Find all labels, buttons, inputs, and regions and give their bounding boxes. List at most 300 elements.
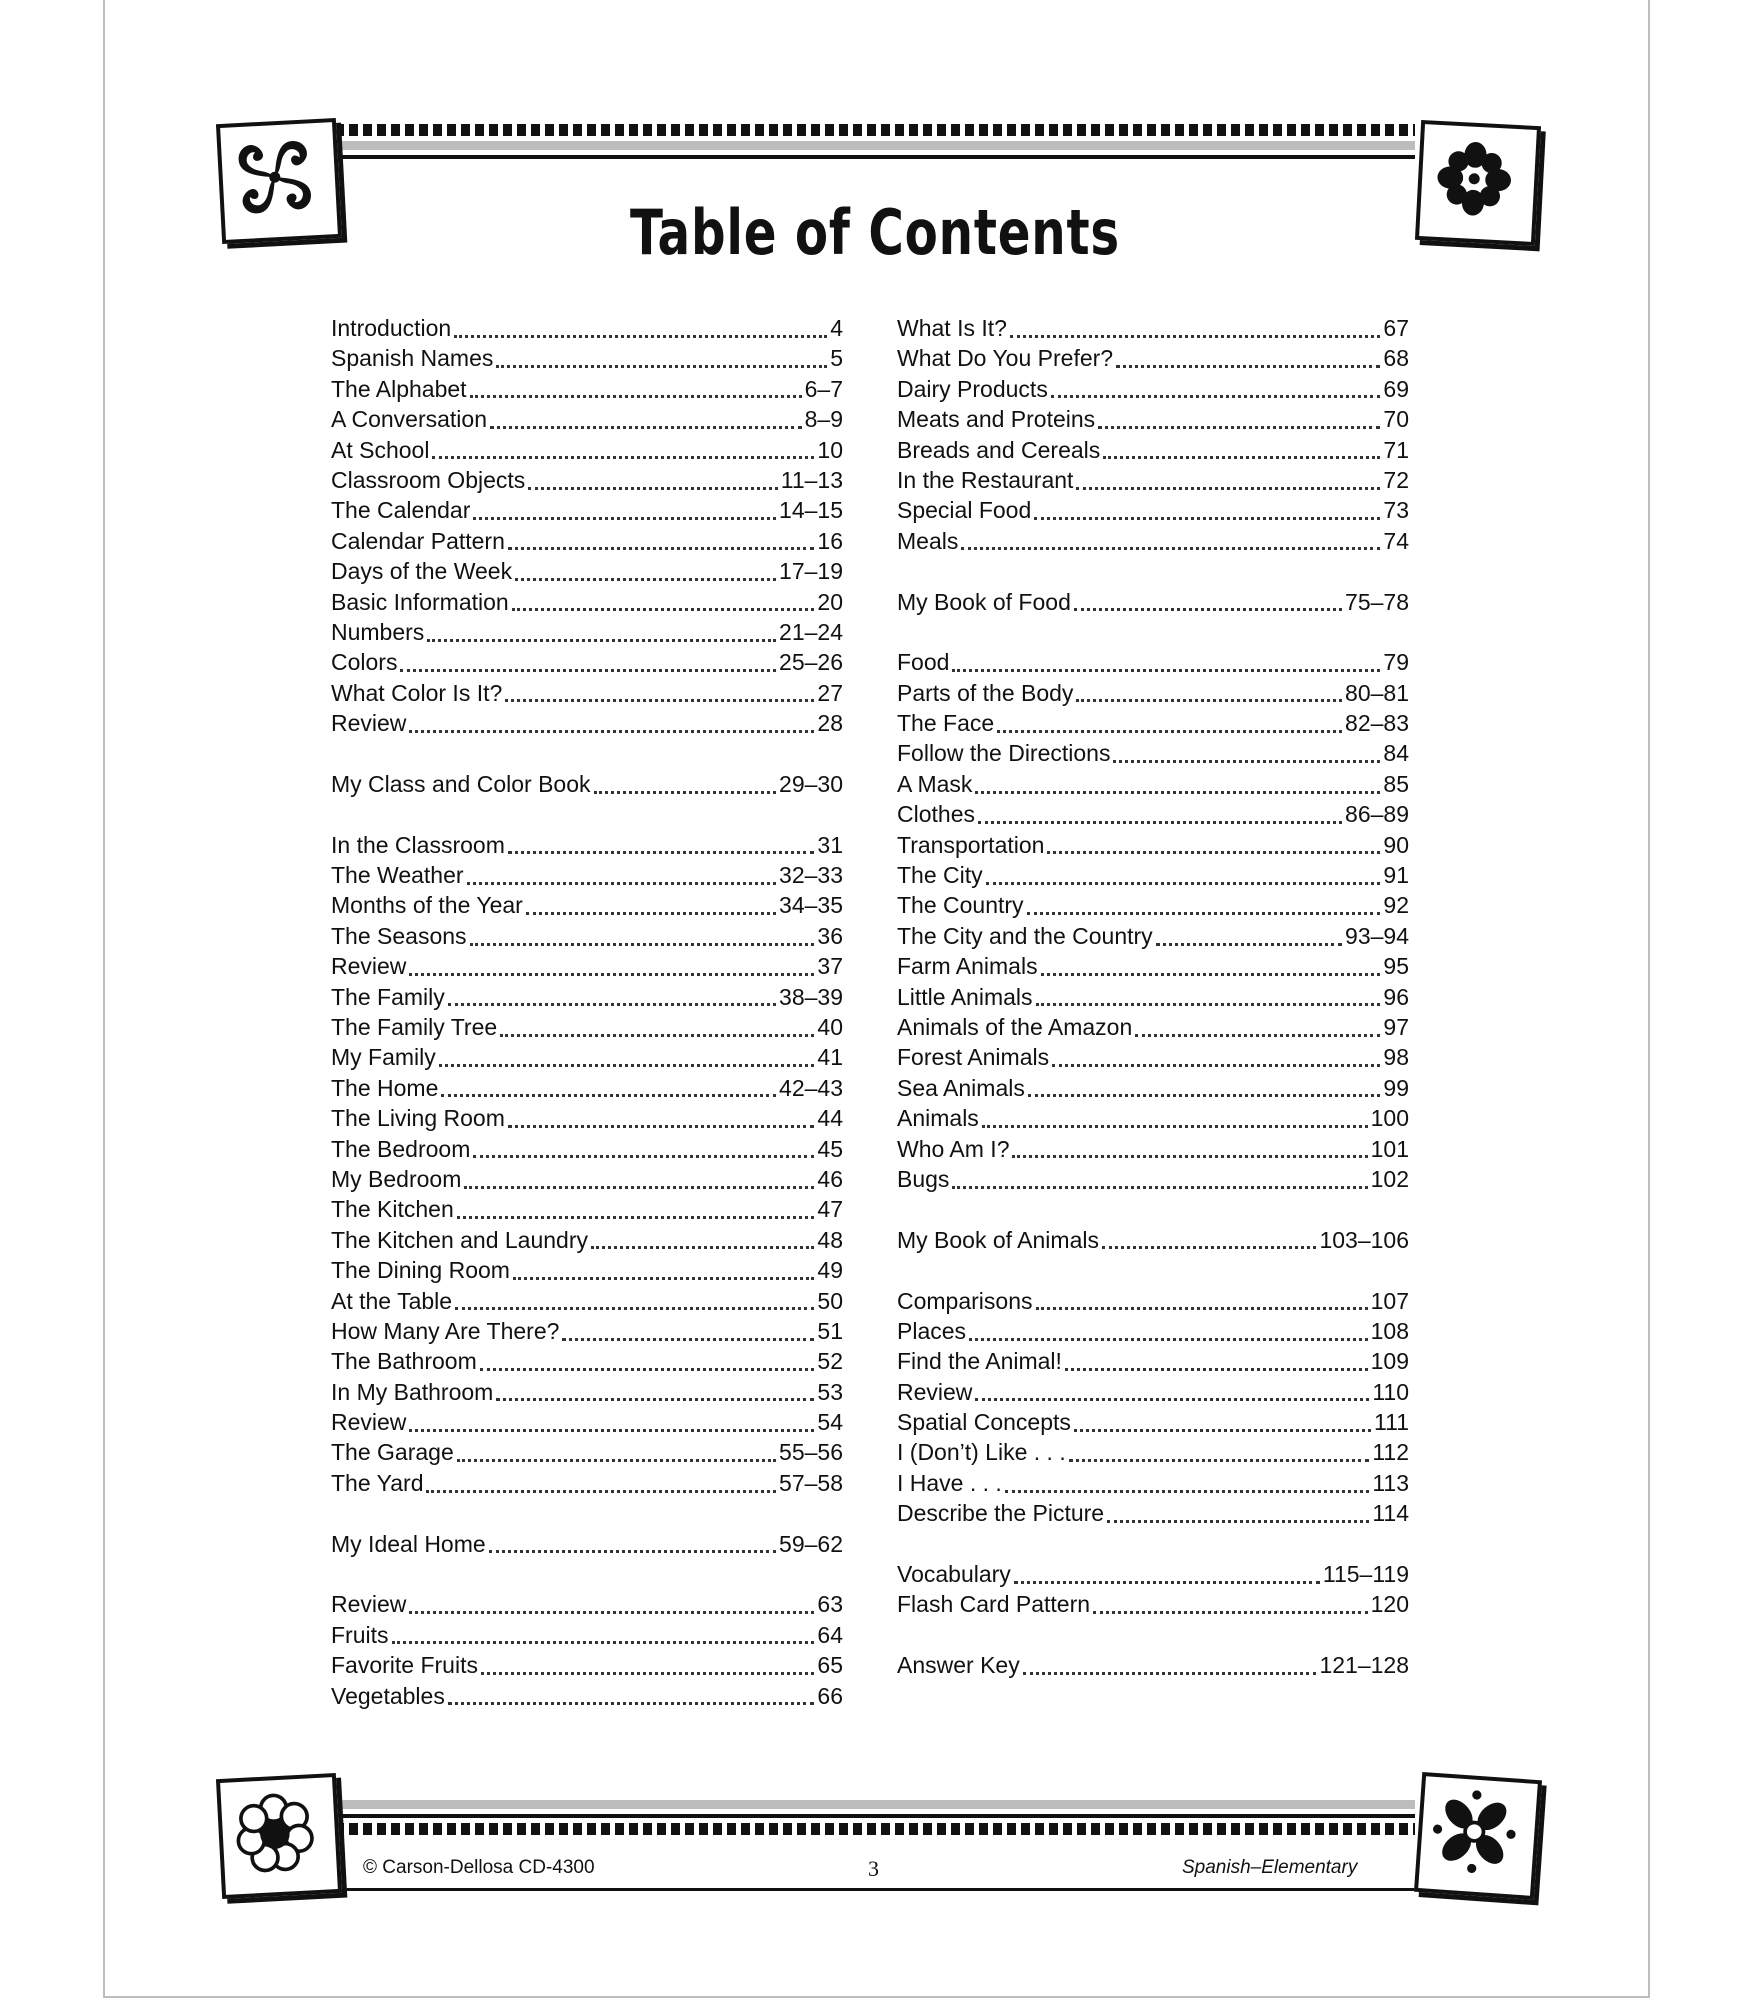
toc-entry-page: 114 xyxy=(1372,1500,1409,1527)
toc-entry-page: 14–15 xyxy=(779,497,843,524)
toc-leader-dots xyxy=(1051,395,1381,398)
toc-entry-page: 5 xyxy=(830,345,843,372)
toc-entry-page: 113 xyxy=(1372,1469,1409,1496)
toc-leader-dots xyxy=(508,851,815,854)
toc-leader-dots xyxy=(969,1338,1368,1341)
toc-entry-page: 32–33 xyxy=(779,862,843,889)
toc-entry-page: 52 xyxy=(817,1348,843,1375)
toc-entry-title: The Kitchen and Laundry xyxy=(331,1226,589,1253)
toc-spacer xyxy=(331,799,843,829)
toc-entry-page: 99 xyxy=(1383,1074,1409,1101)
toc-entry xyxy=(897,587,1409,617)
toc-entry xyxy=(331,1073,843,1103)
toc-entry xyxy=(897,678,1409,708)
toc-entry-page: 4 xyxy=(830,315,843,341)
toc-entry-page: 73 xyxy=(1383,497,1409,524)
toc-entry xyxy=(331,1407,843,1437)
toc-entry xyxy=(897,313,1409,343)
page-number: 3 xyxy=(868,1856,879,1881)
toc-entry xyxy=(897,982,1409,1012)
toc-leader-dots xyxy=(975,1398,1369,1401)
toc-entry xyxy=(331,769,843,799)
toc-entry-title: Food xyxy=(897,649,950,676)
toc-leader-dots xyxy=(1074,1429,1371,1432)
toc-entry-title: Sea Animals xyxy=(897,1074,1025,1101)
toc-entry xyxy=(897,465,1409,495)
toc-entry xyxy=(331,1286,843,1316)
toc-entry-page: 65 xyxy=(817,1652,843,1679)
toc-leader-dots xyxy=(505,699,814,702)
toc-entry-title: At School xyxy=(331,436,430,463)
toc-leader-dots xyxy=(1005,1490,1370,1493)
toc-entry xyxy=(897,1103,1409,1133)
toc-spacer xyxy=(897,617,1409,647)
toc-entry-title: Review xyxy=(331,953,407,980)
toc-leader-dots xyxy=(490,426,802,429)
toc-entry-title: Days of the Week xyxy=(331,558,513,585)
toc-entry-title: The Dining Room xyxy=(331,1257,510,1284)
toc-entry-title: The Family xyxy=(331,983,445,1010)
toc-leader-dots xyxy=(1098,426,1380,429)
toc-entry xyxy=(331,830,843,860)
toc-entry-page: 75–78 xyxy=(1345,588,1409,615)
bottom-left-tile xyxy=(216,1773,342,1899)
toc-entry xyxy=(897,738,1409,768)
toc-entry xyxy=(331,1103,843,1133)
toc-entry-page: 17–19 xyxy=(779,558,843,585)
toc-entry xyxy=(897,769,1409,799)
toc-entry-page: 47 xyxy=(817,1196,843,1223)
toc-entry-page: 46 xyxy=(817,1165,843,1192)
toc-entry-title: The Seasons xyxy=(331,922,467,949)
toc-leader-dots xyxy=(454,335,827,338)
toc-leader-dots xyxy=(512,608,815,611)
toc-entry xyxy=(331,1194,843,1224)
toc-entry xyxy=(897,830,1409,860)
toc-leader-dots xyxy=(432,456,814,459)
series-label: Spanish–Elementary xyxy=(1182,1857,1358,1878)
toc-entry-page: 67 xyxy=(1383,315,1409,341)
toc-entry-page: 11–13 xyxy=(780,466,843,493)
toc-entry-page: 41 xyxy=(817,1044,843,1071)
toc-entry-title: Animals xyxy=(897,1105,979,1132)
toc-entry-title: Colors xyxy=(331,649,398,676)
toc-entry-page: 110 xyxy=(1372,1378,1409,1405)
toc-entry-page: 29–30 xyxy=(779,770,843,797)
toc-entry-title: The Living Room xyxy=(331,1105,505,1132)
toc-leader-dots xyxy=(1028,1094,1381,1097)
toc-leader-dots xyxy=(496,1398,814,1401)
toc-leader-dots xyxy=(481,1672,814,1675)
toc-entry-page: 98 xyxy=(1383,1044,1409,1071)
toc-entry-page: 103–106 xyxy=(1319,1226,1409,1253)
toc-spacer xyxy=(331,738,843,768)
toc-leader-dots xyxy=(1023,1672,1317,1675)
top-border-strip xyxy=(335,124,1415,159)
toc-entry xyxy=(897,1042,1409,1072)
toc-entry xyxy=(897,526,1409,556)
toc-leader-dots xyxy=(426,1490,776,1493)
toc-spacer xyxy=(897,1194,1409,1224)
toc-entry-title: Introduction xyxy=(331,315,452,341)
toc-leader-dots xyxy=(500,1034,814,1037)
toc-entry-page: 102 xyxy=(1370,1165,1409,1192)
toc-entry xyxy=(331,647,843,677)
toc-leader-dots xyxy=(1156,943,1342,946)
toc-entry-page: 21–24 xyxy=(779,618,843,645)
toc-entry-title: The Alphabet xyxy=(331,375,467,402)
toc-entry-page: 71 xyxy=(1383,436,1409,463)
toc-leader-dots xyxy=(528,487,777,490)
toc-leader-dots xyxy=(1113,760,1380,763)
toc-entry xyxy=(331,1316,843,1346)
toc-entry-page: 95 xyxy=(1383,953,1409,980)
toc-entry xyxy=(897,647,1409,677)
toc-leader-dots xyxy=(1107,1520,1369,1523)
toc-entry xyxy=(331,1650,843,1680)
toc-entry xyxy=(331,1225,843,1255)
toc-entry xyxy=(331,921,843,951)
toc-entry-title: My Ideal Home xyxy=(331,1530,486,1557)
toc-entry-page: 63 xyxy=(817,1591,843,1618)
toc-entry-page: 42–43 xyxy=(779,1074,843,1101)
page-title: Table of Contents xyxy=(630,196,1120,269)
toc-entry xyxy=(331,617,843,647)
toc-entry xyxy=(897,1650,1409,1680)
toc-leader-dots xyxy=(513,1277,814,1280)
toc-entry-page: 74 xyxy=(1383,527,1409,554)
toc-spacer xyxy=(897,556,1409,586)
toc-entry xyxy=(897,799,1409,829)
toc-entry-title: Flash Card Pattern xyxy=(897,1591,1091,1618)
petal-cross-icon xyxy=(1425,1783,1523,1881)
toc-leader-dots xyxy=(961,547,1380,550)
toc-entry-title: My Book of Food xyxy=(897,588,1071,615)
toc-leader-dots xyxy=(473,1155,814,1158)
toc-entry-page: 101 xyxy=(1370,1135,1409,1162)
toc-leader-dots xyxy=(470,943,815,946)
toc-entry xyxy=(331,1589,843,1619)
toc-leader-dots xyxy=(591,1246,814,1249)
toc-entry-page: 44 xyxy=(817,1105,843,1132)
toc-entry xyxy=(897,1073,1409,1103)
toc-entry-title: Spanish Names xyxy=(331,345,494,372)
toc-entry-title: Comparisons xyxy=(897,1287,1033,1314)
toc-entry xyxy=(331,1620,843,1650)
toc-entry xyxy=(331,678,843,708)
toc-entry-title: I (Don’t) Like . . . xyxy=(897,1439,1066,1466)
toc-entry-page: 16 xyxy=(817,527,843,554)
toc-entry xyxy=(897,1225,1409,1255)
toc-entry-page: 108 xyxy=(1370,1317,1409,1344)
toc-entry-title: Basic Information xyxy=(331,588,509,615)
toc-entry xyxy=(331,1681,843,1711)
toc-entry xyxy=(897,921,1409,951)
toc-entry-title: A Conversation xyxy=(331,406,487,433)
toc-entry xyxy=(331,374,843,404)
toc-entry-title: Dairy Products xyxy=(897,375,1048,402)
toc-entry-title: Favorite Fruits xyxy=(331,1652,478,1679)
toc-leader-dots xyxy=(480,1368,815,1371)
toc-leader-dots xyxy=(952,669,1380,672)
toc-leader-dots xyxy=(562,1338,814,1341)
toc-entry xyxy=(897,951,1409,981)
toc-leader-dots xyxy=(508,547,815,550)
toc-entry-title: The City xyxy=(897,862,983,889)
toc-entry-title: Review xyxy=(897,1378,973,1405)
toc-entry-page: 96 xyxy=(1383,983,1409,1010)
toc-entry-title: I Have . . . xyxy=(897,1469,1002,1496)
toc-entry-title: How Many Are There? xyxy=(331,1317,560,1344)
toc-entry-page: 109 xyxy=(1370,1348,1409,1375)
toc-entry xyxy=(897,343,1409,373)
toc-entry-page: 100 xyxy=(1370,1105,1409,1132)
toc-leader-dots xyxy=(1027,912,1381,915)
toc-leader-dots xyxy=(448,1702,815,1705)
toc-entry-title: The Face xyxy=(897,710,995,737)
toc-right-column xyxy=(897,313,1409,1681)
toc-entry xyxy=(897,1316,1409,1346)
toc-entry xyxy=(897,1437,1409,1467)
toc-leader-dots xyxy=(409,973,814,976)
toc-entry-page: 8–9 xyxy=(804,406,843,433)
toc-leader-dots xyxy=(1014,1581,1320,1584)
toc-leader-dots xyxy=(455,1307,814,1310)
toc-leader-dots xyxy=(1074,608,1342,611)
toc-entry-title: Follow the Directions xyxy=(897,740,1111,767)
toc-entry-page: 45 xyxy=(817,1135,843,1162)
footer-rule xyxy=(335,1888,1415,1891)
toc-leader-dots xyxy=(1034,517,1380,520)
toc-entry xyxy=(897,1012,1409,1042)
toc-entry-title: Parts of the Body xyxy=(897,679,1074,706)
toc-spacer xyxy=(897,1255,1409,1285)
toc-entry-title: Vocabulary xyxy=(897,1561,1011,1588)
toc-entry-title: Meats and Proteins xyxy=(897,406,1096,433)
toc-entry-page: 36 xyxy=(817,922,843,949)
toc-entry-title: Find the Animal! xyxy=(897,1348,1062,1375)
toc-entry-page: 84 xyxy=(1383,740,1409,767)
toc-leader-dots xyxy=(1076,487,1380,490)
toc-entry-title: The Country xyxy=(897,892,1024,919)
bottom-right-tile xyxy=(1414,1772,1542,1900)
toc-leader-dots xyxy=(457,1459,776,1462)
toc-leader-dots xyxy=(986,882,1381,885)
toc-entry-title: Bugs xyxy=(897,1165,950,1192)
toc-entry xyxy=(897,890,1409,920)
toc-entry-page: 54 xyxy=(817,1409,843,1436)
toc-entry-title: What Do You Prefer? xyxy=(897,345,1114,372)
toc-entry xyxy=(897,1407,1409,1437)
toc-entry-page: 6–7 xyxy=(804,375,843,402)
toc-entry-title: Answer Key xyxy=(897,1652,1020,1679)
toc-entry xyxy=(331,1377,843,1407)
toc-entry xyxy=(331,587,843,617)
toc-entry-title: Places xyxy=(897,1317,967,1344)
toc-leader-dots xyxy=(1076,699,1342,702)
toc-leader-dots xyxy=(496,365,827,368)
copyright-text: © Carson-Dellosa CD-4300 xyxy=(363,1857,595,1878)
toc-entry-title: Meals xyxy=(897,527,959,554)
toc-entry xyxy=(897,435,1409,465)
toc-entry-title: Describe the Picture xyxy=(897,1500,1105,1527)
toc-leader-dots xyxy=(457,1216,815,1219)
toc-entry xyxy=(331,1012,843,1042)
toc-leader-dots xyxy=(952,1186,1367,1189)
toc-entry xyxy=(897,1468,1409,1498)
toc-entry xyxy=(897,1346,1409,1376)
toc-leader-dots xyxy=(1069,1459,1370,1462)
toc-entry-page: 69 xyxy=(1383,375,1409,402)
toc-entry-page: 37 xyxy=(817,953,843,980)
toc-entry-page: 49 xyxy=(817,1257,843,1284)
toc-entry xyxy=(331,1134,843,1164)
toc-leader-dots xyxy=(1103,456,1380,459)
toc-leader-dots xyxy=(441,1094,776,1097)
toc-leader-dots xyxy=(1012,1155,1367,1158)
toc-leader-dots xyxy=(409,1429,814,1432)
toc-leader-dots xyxy=(1036,1003,1381,1006)
toc-entry-page: 51 xyxy=(817,1317,843,1344)
toc-entry-page: 68 xyxy=(1383,345,1409,372)
toc-entry-title: In the Restaurant xyxy=(897,466,1074,493)
toc-entry-title: The Weather xyxy=(331,862,464,889)
toc-entry xyxy=(331,951,843,981)
toc-entry-page: 120 xyxy=(1370,1591,1409,1618)
toc-entry xyxy=(331,313,843,343)
toc-spacer xyxy=(331,1559,843,1589)
toc-leader-dots xyxy=(470,395,802,398)
toc-leader-dots xyxy=(975,791,1380,794)
toc-entry xyxy=(897,1164,1409,1194)
toc-entry-title: Clothes xyxy=(897,801,975,828)
toc-entry-page: 80–81 xyxy=(1345,679,1409,706)
toc-entry-title: Farm Animals xyxy=(897,953,1038,980)
toc-entry-title: My Book of Animals xyxy=(897,1226,1099,1253)
toc-entry-page: 34–35 xyxy=(779,892,843,919)
toc-entry-title: In the Classroom xyxy=(331,831,505,858)
toc-entry xyxy=(331,982,843,1012)
toc-entry-page: 79 xyxy=(1383,649,1409,676)
toc-entry xyxy=(897,404,1409,434)
toc-leader-dots xyxy=(508,1125,815,1128)
toc-entry xyxy=(331,890,843,920)
toc-entry-title: Special Food xyxy=(897,497,1032,524)
toc-entry-title: Review xyxy=(331,1409,407,1436)
toc-entry xyxy=(897,708,1409,738)
toc-entry xyxy=(897,495,1409,525)
toc-leader-dots xyxy=(1052,1064,1380,1067)
toc-entry xyxy=(331,526,843,556)
toc-entry-page: 107 xyxy=(1370,1287,1409,1314)
toc-entry xyxy=(897,1377,1409,1407)
toc-entry-title: Calendar Pattern xyxy=(331,527,505,554)
toc-entry xyxy=(331,556,843,586)
toc-entry xyxy=(331,1164,843,1194)
toc-spacer xyxy=(331,1498,843,1528)
toc-entry-title: My Family xyxy=(331,1044,436,1071)
toc-leader-dots xyxy=(1047,851,1380,854)
toc-leader-dots xyxy=(448,1003,776,1006)
toc-entry-page: 97 xyxy=(1383,1013,1409,1040)
toc-entry-title: The Bathroom xyxy=(331,1348,477,1375)
toc-entry-title: Who Am I? xyxy=(897,1135,1010,1162)
toc-entry-page: 91 xyxy=(1383,862,1409,889)
toc-entry-title: The Kitchen xyxy=(331,1196,454,1223)
toc-leader-dots xyxy=(392,1641,815,1644)
toc-entry-title: Animals of the Amazon xyxy=(897,1013,1133,1040)
toc-leader-dots xyxy=(515,578,776,581)
toc-entry-page: 93–94 xyxy=(1345,922,1409,949)
toc-entry-title: The Garage xyxy=(331,1439,454,1466)
toc-leader-dots xyxy=(439,1064,815,1067)
toc-entry-title: The Bedroom xyxy=(331,1135,471,1162)
toc-leader-dots xyxy=(409,1611,814,1614)
toc-entry xyxy=(331,708,843,738)
toc-entry-title: The Yard xyxy=(331,1469,424,1496)
toc-entry-title: Fruits xyxy=(331,1621,389,1648)
toc-entry xyxy=(331,1529,843,1559)
toc-leader-dots xyxy=(997,730,1342,733)
toc-leader-dots xyxy=(1010,335,1380,338)
toc-leader-dots xyxy=(467,882,777,885)
toc-leader-dots xyxy=(1041,973,1381,976)
toc-entry-page: 53 xyxy=(817,1378,843,1405)
toc-leader-dots xyxy=(526,912,776,915)
toc-entry-page: 57–58 xyxy=(779,1469,843,1496)
toc-leader-dots xyxy=(1102,1246,1316,1249)
toc-entry-page: 86–89 xyxy=(1345,801,1409,828)
toc-entry xyxy=(897,860,1409,890)
toc-entry-title: Classroom Objects xyxy=(331,466,526,493)
toc-entry-title: A Mask xyxy=(897,770,973,797)
toc-left-column xyxy=(331,313,843,1711)
toc-leader-dots xyxy=(978,821,1342,824)
toc-entry-title: The Family Tree xyxy=(331,1013,498,1040)
toc-entry xyxy=(897,1134,1409,1164)
toc-entry-title: Months of the Year xyxy=(331,892,523,919)
toc-entry-page: 90 xyxy=(1383,831,1409,858)
toc-leader-dots xyxy=(594,791,777,794)
toc-entry-page: 10 xyxy=(817,436,843,463)
toc-entry-page: 48 xyxy=(817,1226,843,1253)
toc-entry-title: What Is It? xyxy=(897,315,1007,341)
toc-leader-dots xyxy=(1135,1034,1380,1037)
toc-entry xyxy=(331,495,843,525)
toc-entry-page: 20 xyxy=(817,588,843,615)
toc-entry-page: 111 xyxy=(1374,1409,1409,1436)
toc-leader-dots xyxy=(1036,1307,1368,1310)
toc-entry xyxy=(331,1346,843,1376)
toc-entry-page: 112 xyxy=(1372,1439,1409,1466)
toc-entry-title: At the Table xyxy=(331,1287,453,1314)
toc-entry-title: Numbers xyxy=(331,618,425,645)
toc-leader-dots xyxy=(473,517,776,520)
toc-entry xyxy=(331,404,843,434)
toc-leader-dots xyxy=(982,1125,1368,1128)
toc-entry-title: My Class and Color Book xyxy=(331,770,591,797)
toc-leader-dots xyxy=(464,1186,814,1189)
toc-entry xyxy=(331,465,843,495)
toc-leader-dots xyxy=(400,669,776,672)
toc-entry-title: Little Animals xyxy=(897,983,1033,1010)
toc-entry xyxy=(897,1559,1409,1589)
toc-entry-page: 66 xyxy=(817,1682,843,1709)
toc-entry-title: My Bedroom xyxy=(331,1165,462,1192)
toc-entry-page: 64 xyxy=(817,1621,843,1648)
toc-entry-page: 85 xyxy=(1383,770,1409,797)
toc-entry-page: 31 xyxy=(817,831,843,858)
